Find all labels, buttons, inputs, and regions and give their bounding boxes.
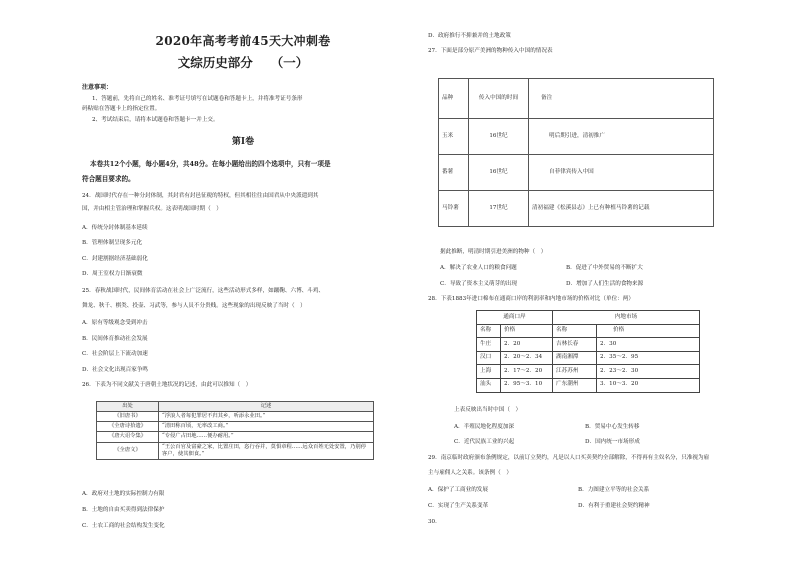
q28-cell-inland: 江苏苏州 (553, 365, 597, 379)
q28-header-ports: 通商口岸 (477, 311, 553, 325)
q26-option-a: A．政府对土地的实际控制力有限 (82, 491, 165, 497)
table-row (477, 365, 700, 379)
q28-option-c: C．近代民族工业的兴起 (454, 439, 515, 445)
table-row (97, 432, 374, 442)
q26-cell-record: “专侵广占田地……便办耐用。” (159, 432, 374, 442)
q26-table (96, 401, 374, 460)
q27-cell-name: 马铃薯 (439, 191, 469, 227)
q24-option-b: B．管理体制呈现多元化 (82, 240, 143, 246)
q26-cell-source: 《唐大诏令集》 (97, 432, 159, 442)
q27-col-name: 品种 (439, 79, 469, 119)
q29-option-c: C．实现了生产关系变革 (428, 503, 489, 509)
q28-cell-inland-price: 3．10～3．20 (597, 378, 700, 392)
q28-option-a: A．半殖民地化程度加深 (454, 424, 514, 430)
q29-option-d: D．有利于重建社会契约精神 (578, 503, 650, 509)
table-row (97, 422, 374, 432)
q26-cell-source: 《全唐诗拾遗》 (97, 422, 159, 432)
q28-col-price2: 价格 (597, 324, 700, 338)
table-header-row (97, 402, 374, 412)
q25-stem-1: 25．春秋战国时代，民间体育活动在社会上广泛流行，这些活动形式多样，如蹴鞠、六博、斗鸡、 (82, 288, 325, 294)
table-header-row (477, 324, 700, 338)
exam-title: 2020年高考考前45天大冲刺卷 (155, 34, 331, 48)
q24-option-a: A．传统分封体制基本延续 (82, 225, 148, 231)
q25-option-b: B．民间体育推动社会发展 (82, 336, 148, 342)
q26-stem: 26．下表为不同文献关于唐朝土地状况的记述，由此可以推知（ ） (82, 382, 252, 388)
q26-cell-source: 《全唐文》 (97, 442, 159, 459)
q29-option-b: B．力图建立平等的社会关系 (578, 487, 650, 493)
q26-option-b: B．土地的自由买卖得到法律保护 (82, 507, 165, 513)
q28-cell-port: 汕头 (477, 378, 501, 392)
q28-col-name2: 名称 (553, 324, 597, 338)
table-row (439, 191, 714, 227)
table-row (439, 155, 714, 191)
q28-cell-inland: 湖南湘潭 (553, 351, 597, 365)
q28-cell-inland: 广东潮州 (553, 378, 597, 392)
table-row (439, 119, 714, 155)
q28-stem: 28．下表1883年进口棉布在通商口岸的利润率和内地市场的价格对比（单位：两） (428, 296, 634, 302)
q28-option-b: B．贸易中心发生转移 (585, 424, 640, 430)
table-row (477, 351, 700, 365)
section-instr-2: 符合题目要求的。 (82, 175, 135, 183)
q27-lead: 据此推断，明清时期引进美洲的物种（ ） (440, 249, 547, 255)
q26-col-source: 出处 (97, 402, 159, 412)
q28-cell-inland-price: 2．35～2．95 (597, 351, 700, 365)
q27-col-note: 备注 (529, 79, 714, 119)
q26-cell-record: “王公百官及富豪之家，比置庄田，恣行吞并，莫惧章程……远众百姓无处安置，乃别停客户，使其佃食。” (159, 442, 374, 459)
q27-option-a: A．解决了农业人口的粮食问题 (440, 265, 517, 271)
notice-line-2: 码粘贴在答题卡上的指定位置。 (82, 106, 161, 112)
section-instr-1: 本卷共12个小题，每小题4分，共48分。在每小题给出的四个选项中，只有一项是 (90, 160, 331, 168)
q27-cell-time: 16世纪 (469, 155, 529, 191)
q27-cell-time: 17世纪 (469, 191, 529, 227)
q25-option-a: A．原有等级观念受到冲击 (82, 320, 148, 326)
q28-cell-port: 上海 (477, 365, 501, 379)
q28-col-name: 名称 (477, 324, 501, 338)
q24-option-d: D．周王室权力日渐衰微 (82, 271, 143, 277)
q24-stem-1: 24．战国时代存在一种分封体制，其封君有封邑征税的特权，但其相往往由国君从中央派遣到其 (82, 193, 319, 199)
q28-option-d: D．国内统一市场形成 (585, 439, 640, 445)
q28-cell-port-price: 2．20～2．34 (501, 351, 553, 365)
q28-col-price: 价格 (501, 324, 553, 338)
table-row (477, 378, 700, 392)
q29-stem-2: 主与雇佣人之关系。该条例（ ） (428, 470, 512, 476)
q27-stem: 27．下面是部分原产美洲的物种传入中国的情况表 (428, 48, 553, 54)
q28-header-inland: 内地市场 (553, 311, 700, 325)
section-title: 第Ⅰ卷 (231, 137, 255, 147)
q27-cell-note: 清初福建《松溪县志》上已有种植马铃薯的记载 (529, 191, 714, 227)
subtitle-number: （一） (270, 55, 309, 70)
q29-stem-1: 29．南京临时政府颁布条例规定，以前订立契约，凡是以人口买卖契约全部解除，不得再有主奴名分，只准视为雇 (428, 455, 710, 461)
notice-heading: 注意事项： (82, 84, 113, 91)
q25-option-c: C．社会阶层上下流动加速 (82, 351, 148, 357)
exam-subtitle (82, 55, 404, 72)
q27-option-c: C．导致了资本主义萌芽的出现 (440, 281, 517, 287)
q28-cell-inland-price: 2．23～2．30 (597, 365, 700, 379)
table-row (477, 338, 700, 352)
q26-cell-source: 《旧唐书》 (97, 412, 159, 422)
q27-cell-time: 16世纪 (469, 119, 529, 155)
notice-line-1: 1、答题前，先将自己的姓名、准考证号填写在试题卷和答题卡上，并将准考证号条形 (92, 96, 303, 102)
q25-stem-2: 舞龙、秋千、棋类、投壶、习武等，参与人员不分贵贱。这些现象的出现反映了当时（ ） (82, 303, 306, 309)
q26-col-record: 记述 (159, 402, 374, 412)
q27-option-b: B．促进了中外贸易的不断扩大 (566, 265, 643, 271)
table-header-row (439, 79, 714, 119)
q28-lead: 上表反映出当时中国（ ） (454, 407, 522, 413)
q28-cell-inland-price: 2．30 (597, 338, 700, 352)
table-row (97, 412, 374, 422)
q24-option-c: C．封建割据经济基础弱化 (82, 256, 148, 262)
q26-option-d: D．政府推行不抑兼并的土地政策 (428, 33, 511, 39)
q26-cell-record: “清田称百顷，无率改工商。” (159, 422, 374, 432)
q28-cell-port-price: 2．95～3．10 (501, 378, 553, 392)
q27-cell-note: 自菲律宾传入中国 (529, 155, 714, 191)
table-header-row (477, 311, 700, 325)
table-row (97, 442, 374, 459)
q26-cell-record: “浮浪人者每犯罪居不归其乡，听添永业田。” (159, 412, 374, 422)
q27-cell-name: 番薯 (439, 155, 469, 191)
q27-option-d: D．增加了人们生活的食物来源 (566, 281, 644, 287)
q25-option-d: D．社会文化出现百家争鸣 (82, 367, 149, 373)
q28-table (476, 310, 700, 393)
q28-cell-port-price: 2．20 (501, 338, 553, 352)
q24-stem-2: 国，并由相主管治理和掌握兵权。这表明战国时期（ ） (82, 206, 222, 212)
q27-table (438, 78, 714, 227)
q26-option-c: C．士农工商的社会结构发生变化 (82, 523, 165, 529)
q29-option-a: A．保护了工商业的发展 (428, 487, 488, 493)
q27-cell-name: 玉米 (439, 119, 469, 155)
q30-number: 30． (428, 519, 441, 525)
notice-line-3: 2、考试结束后，请将本试题卷和答题卡一并上交。 (92, 117, 219, 123)
subtitle-text: 文综历史部分 (177, 55, 253, 70)
q28-cell-port: 汉口 (477, 351, 501, 365)
q28-cell-port-price: 2．17～2．20 (501, 365, 553, 379)
q28-cell-port: 牛庄 (477, 338, 501, 352)
q27-cell-note: 明后期引进，清初推广 (529, 119, 714, 155)
q27-col-time: 传入中国的时间 (469, 79, 529, 119)
q28-cell-inland: 吉林长春 (553, 338, 597, 352)
